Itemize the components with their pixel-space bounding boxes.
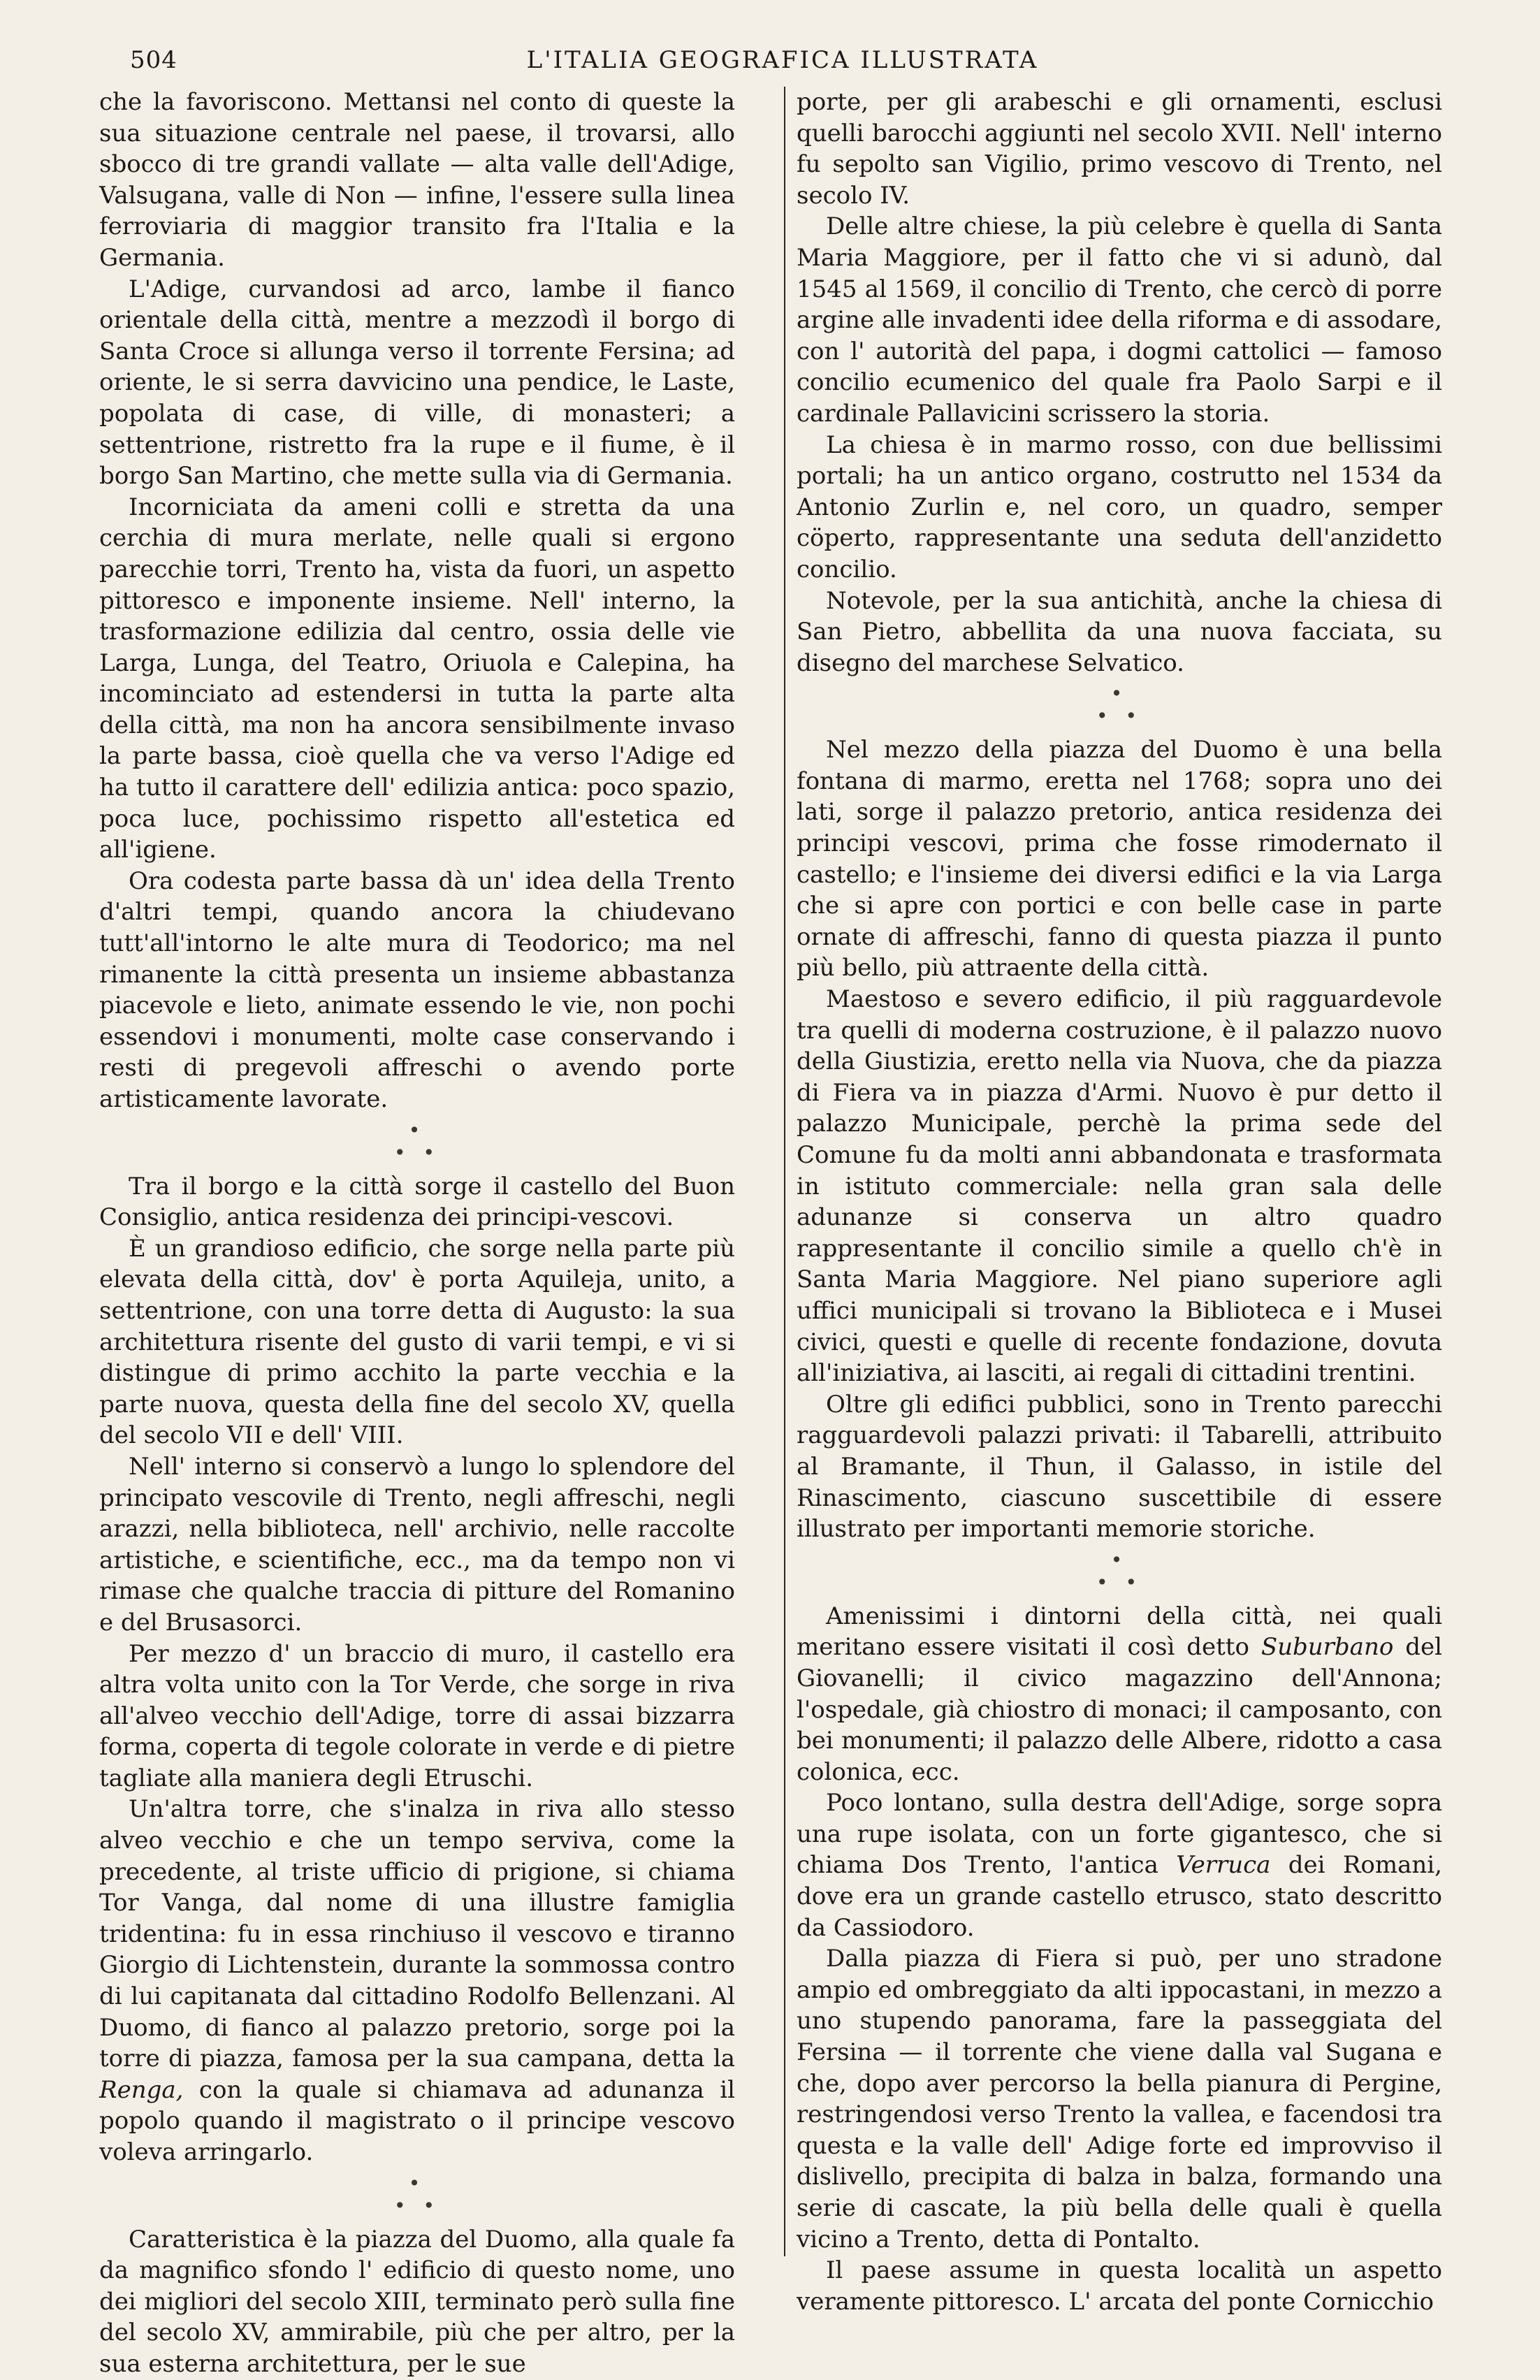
- paragraph: Ora codesta parte bassa dà un' idea della Trento d'altri tempi, quando ancora la chiudevano tutt'all'intorno le alte mura di Teodorico; ma nel rimanente la città presenta un insieme abbastanza piacevole e lieto, animate essendo le vie, non pochi essendovi i monumenti, molte case conservando i resti di pregevoli affreschi o avendo porte artisticamente lavorate.: [99, 866, 735, 1113]
- text-run: con la quale si chiamava ad adunanza il popolo quando il magistrato o il principe vescovo voleva arringarlo.: [99, 2075, 735, 2166]
- paragraph: [797, 1787, 1442, 1943]
- paragraph: L'Adige, curvandosi ad arco, lambe il fianco orientale della città, mentre a mezzodì il borgo di Santa Croce si allunga verso il torrente Fersina; ad oriente, le si serra davvicino una pendice, le Laste, popolata di case, di ville, di monasteri; a settentrione, ristretto fra la rupe e il fiume, è il borgo San Martino, che mette sulla via di Germania.: [99, 275, 735, 491]
- section-break-dot: •: [1110, 1548, 1128, 1572]
- text-run: Un'altra torre, che s'inalza in riva allo stesso alveo vecchio e che un tempo serviva, come la precedente, al triste ufficio di prigione, si chiama Tor Vanga, dal nome di una illustre famiglia tridentina: fu in essa rinchiuso il vescovo e tiranno Giorgio di Lichtenstein, durante la sommossa contro di lui capitanata dal cittadino Rodolfo Bellenzani. Al Duomo, di fianco al palazzo pretorio, sorge poi la torre di piazza, famosa per la sua campana, detta la: [99, 1795, 735, 2073]
- paragraph: Delle altre chiese, la più celebre è quella di Santa Maria Maggiore, per il fatto che vi si adunò, dal 1545 al 1569, il concilio di Trento, che cercò di porre argine alle invadenti idee della riforma e di assodare, con l' autorità del papa, i dogmi cattolici — famoso concilio ecumenico del quale fra Paolo Sarpi e il cardinale Pallavicini scrissero la storia.: [797, 212, 1442, 428]
- section-break-dots: • •: [1096, 704, 1142, 728]
- running-title: L'ITALIA GEOGRAFICA ILLUSTRATA: [526, 46, 1039, 74]
- paragraph: Incorniciata da ameni colli e stretta da una cerchia di mura merlate, nelle quali si ergono parecchie torri, Trento ha, vista da fuori, un aspetto pittoresco e imponente insieme. Nell' interno, la trasformazione edilizia dal centro, ossia delle vie Larga, Lunga, del Teatro, Oriuola e Calepina, ha incominciato ad estendersi in tutta la parte alta della città, ma non ha ancora sensibilmente invaso la parte bassa, cioè quella che va verso l'Adige ed ha tutto il carattere dell' edilizia antica: poco spazio, poca luce, pochissimo rispetto all'estetica ed all'igiene.: [99, 493, 735, 864]
- paragraph: La chiesa è in marmo rosso, con due bellissimi portali; ha un antico organo, costrutto nel 1534 da Antonio Zurlin e, nel coro, un quadro, semper cöperto, rappresentante una seduta dell'anzidetto concilio.: [797, 430, 1442, 583]
- text-run: Poco lontano, sulla destra dell'Adige, sorge sopra una rupe isolata, con un forte gigantesco, che si chiama Dos Trento, l'antica: [797, 1789, 1442, 1880]
- text-run: del Giovanelli; il civico magazzino dell'Annona; l'ospedale, già chiostro di monaci; il camposanto, con bei monumenti; il palazzo delle Albere, ridotto a casa colonica, ecc.: [797, 1633, 1442, 1786]
- section-break-dot: •: [408, 2171, 426, 2195]
- paragraph: [797, 1601, 1442, 1788]
- paragraph: Oltre gli edifici pubblici, sono in Trento parecchi ragguardevoli palazzi privati: il Tabarelli, attribuito al Bramante, il Thun, il Galasso, in istile del Rinascimento, ciascuno suscettibile di essere illustrato per importanti memorie storiche.: [797, 1390, 1442, 1544]
- text-run: dei Romani, dove era un grande castello etrusco, stato descritto da Cassiodoro.: [797, 1851, 1442, 1942]
- section-break-dot: •: [1110, 682, 1128, 706]
- section-break-dots: • •: [394, 1140, 440, 1164]
- italic-term: Renga,: [99, 2075, 184, 2104]
- section-break-dots: • •: [394, 2193, 440, 2217]
- paragraph: Il paese assume in questa località un aspetto veramente pittoresco. L' arcata del ponte Cornicchio: [797, 2256, 1442, 2316]
- column-divider: [784, 87, 785, 2256]
- paragraph: Maestoso e severo edificio, il più ragguardevole tra quelli di moderna costruzione, è il palazzo nuovo della Giustizia, eretto nella via Nuova, che da piazza di Fiera va in piazza d'Armi. Nuovo è pur detto il palazzo Municipale, perchè la prima sede del Comune fu da molti anni abbandonata e trasformata in istituto commerciale: nella gran sala delle adunanze si conserva un altro quadro rappresentante il concilio simile a quello ch'è in Santa Maria Maggiore. Nel piano superiore agli uffici municipali si trovano la Biblioteca e i Musei civici, questi e quelle di recente fondazione, dovuta all'iniziativa, ai lasciti, ai regali di cittadini trentini.: [797, 985, 1442, 1388]
- section-break: [797, 679, 1442, 734]
- page-header: [130, 39, 1435, 75]
- page-number: 504: [130, 46, 177, 74]
- section-break: [99, 1115, 735, 1171]
- italic-term: Suburbano: [1261, 1633, 1394, 1662]
- paragraph: Notevole, per la sua antichità, anche la chiesa di San Pietro, abbellita da una nuova facciata, su disegno del marchese Selvatico.: [797, 586, 1442, 677]
- section-break-dots: • •: [1096, 1570, 1142, 1594]
- right-column: [797, 87, 1442, 2317]
- paragraph: Nell' interno si conservò a lungo lo splendore del principato vescovile di Trento, negli affreschi, negli arazzi, nella biblioteca, nell' archivio, nelle raccolte artistiche, e scientifiche, ecc., ma da tempo non vi rimase che qualche traccia di pitture del Romanino e del Brusasorci.: [99, 1452, 735, 1637]
- paragraph: Nel mezzo della piazza del Duomo è una bella fontana di marmo, eretta nel 1768; sopra uno dei lati, sorge il palazzo pretorio, antica residenza dei principi vescovi, prima che fosse rimodernato il castello; e l'insieme dei diversi edifici e la via Larga che si apre con portici e con belle case in parte ornate di affreschi, fanno di questa piazza il punto più bello, più attraente della città.: [797, 736, 1442, 982]
- section-break: [797, 1545, 1442, 1601]
- paragraph: porte, per gli arabeschi e gli ornamenti, esclusi quelli barocchi aggiunti nel secolo XVII. Nell' interno fu sepolto san Vigilio, primo vescovo di Trento, nel secolo IV.: [797, 88, 1442, 210]
- text-run: Amenissimi i dintorni della città, nei quali meritano essere visitati il così detto: [797, 1602, 1442, 1662]
- paragraph: [99, 1794, 735, 2168]
- italic-term: Verruca: [1176, 1851, 1271, 1880]
- left-column: [99, 87, 735, 2380]
- paragraph: Dalla piazza di Fiera si può, per uno stradone ampio ed ombreggiato da alti ippocastani, in mezzo a uno stupendo panorama, fare la passeggiata del Fersina — il torrente che viene dalla val Sugana e che, dopo aver percorso la bella pianura di Pergine, restringendosi verso Trento la vallea, e facendosi tra questa e la valle dell' Adige forte ed improvviso il dislivello, precipita di balza in balza, formando una serie di cascate, la più bella delle quali è quella vicino a Trento, detta di Pontalto.: [797, 1945, 1442, 2254]
- paragraph: Caratteristica è la piazza del Duomo, alla quale fa da magnifico sfondo l' edificio di questo nome, uno dei migliori del secolo XIII, terminato però sulla fine del secolo XV, ammirabile, più che per altro, per la sua esterna architettura, per le sue: [99, 2225, 735, 2378]
- paragraph: Per mezzo d' un braccio di muro, il castello era altra volta unito con la Tor Verde, che sorge in riva all'alveo vecchio dell'Adige, torre di assai bizzarra forma, coperta di tegole colorate in verde e di pietre tagliate alla maniera degli Etruschi.: [99, 1639, 735, 1792]
- section-break: [99, 2168, 735, 2224]
- paragraph: Tra il borgo e la città sorge il castello del Buon Consiglio, antica residenza dei principi-vescovi.: [99, 1172, 735, 1232]
- paragraph: È un grandioso edificio, che sorge nella parte più elevata della città, dov' è porta Aquileja, unito, a settentrione, con una torre detta di Augusto: la sua architettura risente del gusto di varii tempi, e vi si distingue di primo acchito la parte vecchia e la parte nuova, questa della fine del secolo XV, quella del secolo VII e dell' VIII.: [99, 1234, 735, 1450]
- section-break-dot: •: [408, 1118, 426, 1142]
- paragraph: che la favoriscono. Mettansi nel conto di queste la sua situazione centrale nel paese, il trovarsi, allo sbocco di tre grandi vallate — alta valle dell'Adige, Valsugana, valle di Non — infine, l'essere sulla linea ferroviaria di maggior transito fra l'Italia e la Germania.: [99, 88, 735, 272]
